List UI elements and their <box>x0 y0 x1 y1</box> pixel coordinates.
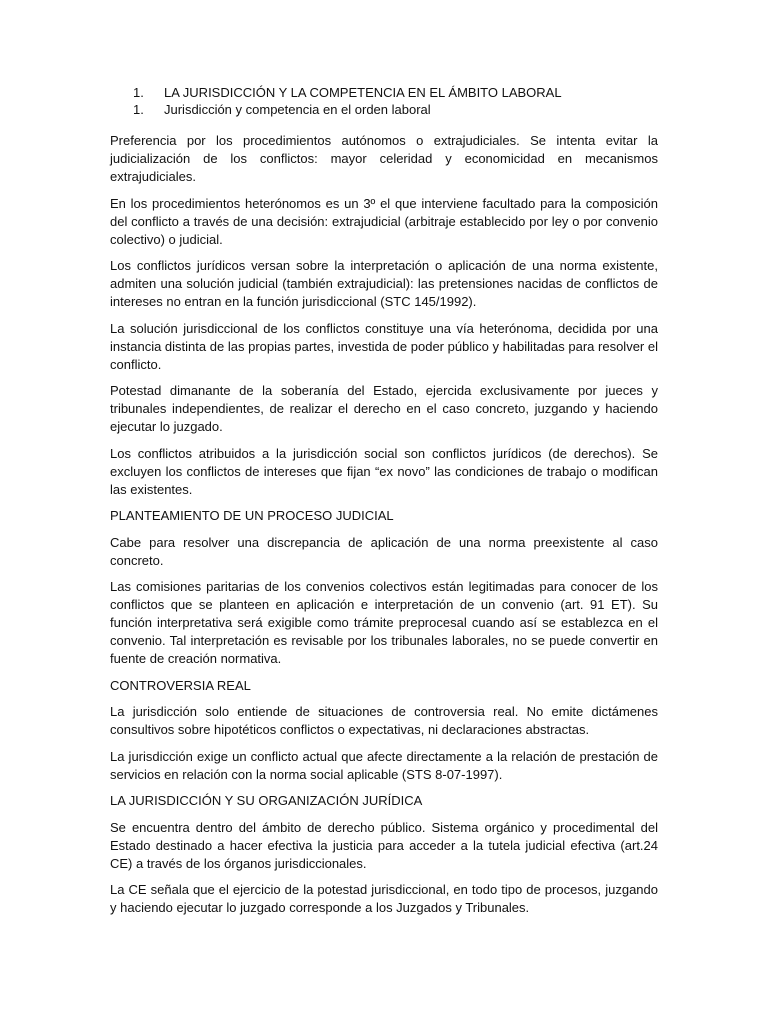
heading-text: Jurisdicción y competencia en el orden laboral <box>164 102 431 117</box>
paragraph: La solución jurisdiccional de los conflictos constituye una vía heterónoma, decidida por una instancia distinta de las propias partes, investida de poder público y habilitadas para resolver el conflicto. <box>110 320 658 372</box>
heading-item-sub <box>110 101 658 118</box>
paragraph: Los conflictos jurídicos versan sobre la interpretación o aplicación de una norma existente, admiten una solución judicial (también extrajudicial): las pretensiones nacidas de conflictos de intereses no entran en la función jurisdiccional (STC 145/1992). <box>110 258 658 309</box>
paragraph: En los procedimientos heterónomos es un 3º el que interviene facultado para la composición del conflicto a través de una decisión: extrajudicial (arbitraje establecido por ley o por convenio colectivo) o judicial. <box>110 195 658 247</box>
paragraph: Las comisiones paritarias de los convenios colectivos están legitimadas para conocer de los conflictos que se planteen en aplicación e interpretación de un convenio (art. 91 ET). Su función interpretativa será exigible como trámite preprocesal cuando así se establezca en el convenio. Tal interpretación es revisable por los tribunales laborales, no se puede convertir en fuente de creación normativa. <box>110 579 658 666</box>
paragraph: Cabe para resolver una discrepancia de aplicación de una norma preexistente al caso concreto. <box>110 534 658 568</box>
heading-number: 1. <box>133 85 144 100</box>
paragraph: Los conflictos atribuidos a la jurisdicción social son conflictos jurídicos (de derechos). Se excluyen los conflictos de intereses que fijan “ex novo” las condiciones de trabajo o modifican las existentes. <box>110 445 658 497</box>
section-heading: PLANTEAMIENTO DE UN PROCESO JUDICIAL <box>110 508 394 523</box>
heading-item-main <box>110 84 658 101</box>
document-page <box>110 84 658 926</box>
paragraph: La jurisdicción exige un conflicto actual que afecte directamente a la relación de prestación de servicios en relación con la norma social aplicable (STS 8-07-1997). <box>110 748 658 782</box>
heading-list <box>110 84 658 118</box>
paragraph: Se encuentra dentro del ámbito de derecho público. Sistema orgánico y procedimental del Estado destinado a hacer efectiva la justicia para acceder a la tutela judicial efectiva (art.24 CE) a través de los órganos jurisdiccionales. <box>110 819 658 871</box>
section-heading: LA JURISDICCIÓN Y SU ORGANIZACIÓN JURÍDICA <box>110 793 423 808</box>
paragraph: La jurisdicción solo entiende de situaciones de controversia real. No emite dictámenes consultivos sobre hipotéticos conflictos o expectativas, ni declaraciones abstractas. <box>110 704 658 737</box>
paragraph: Potestad dimanante de la soberanía del Estado, ejercida exclusivamente por jueces y tribunales independientes, de realizar el derecho en el caso concreto, juzgando y haciendo ejecutar lo juzgado. <box>110 383 658 434</box>
section-heading: CONTROVERSIA REAL <box>110 677 251 693</box>
heading-text: LA JURISDICCIÓN Y LA COMPETENCIA EN EL ÁMBITO LABORAL <box>164 85 562 100</box>
heading-number: 1. <box>133 102 144 117</box>
paragraph: Preferencia por los procedimientos autónomos o extrajudiciales. Se intenta evitar la judicialización de los conflictos: mayor celeridad y economicidad en mecanismos extrajudiciales. <box>110 133 658 184</box>
paragraph: La CE señala que el ejercicio de la potestad jurisdiccional, en todo tipo de procesos, juzgando y haciendo ejecutar lo juzgado corresponde a los Juzgados y Tribunales. <box>110 882 658 915</box>
